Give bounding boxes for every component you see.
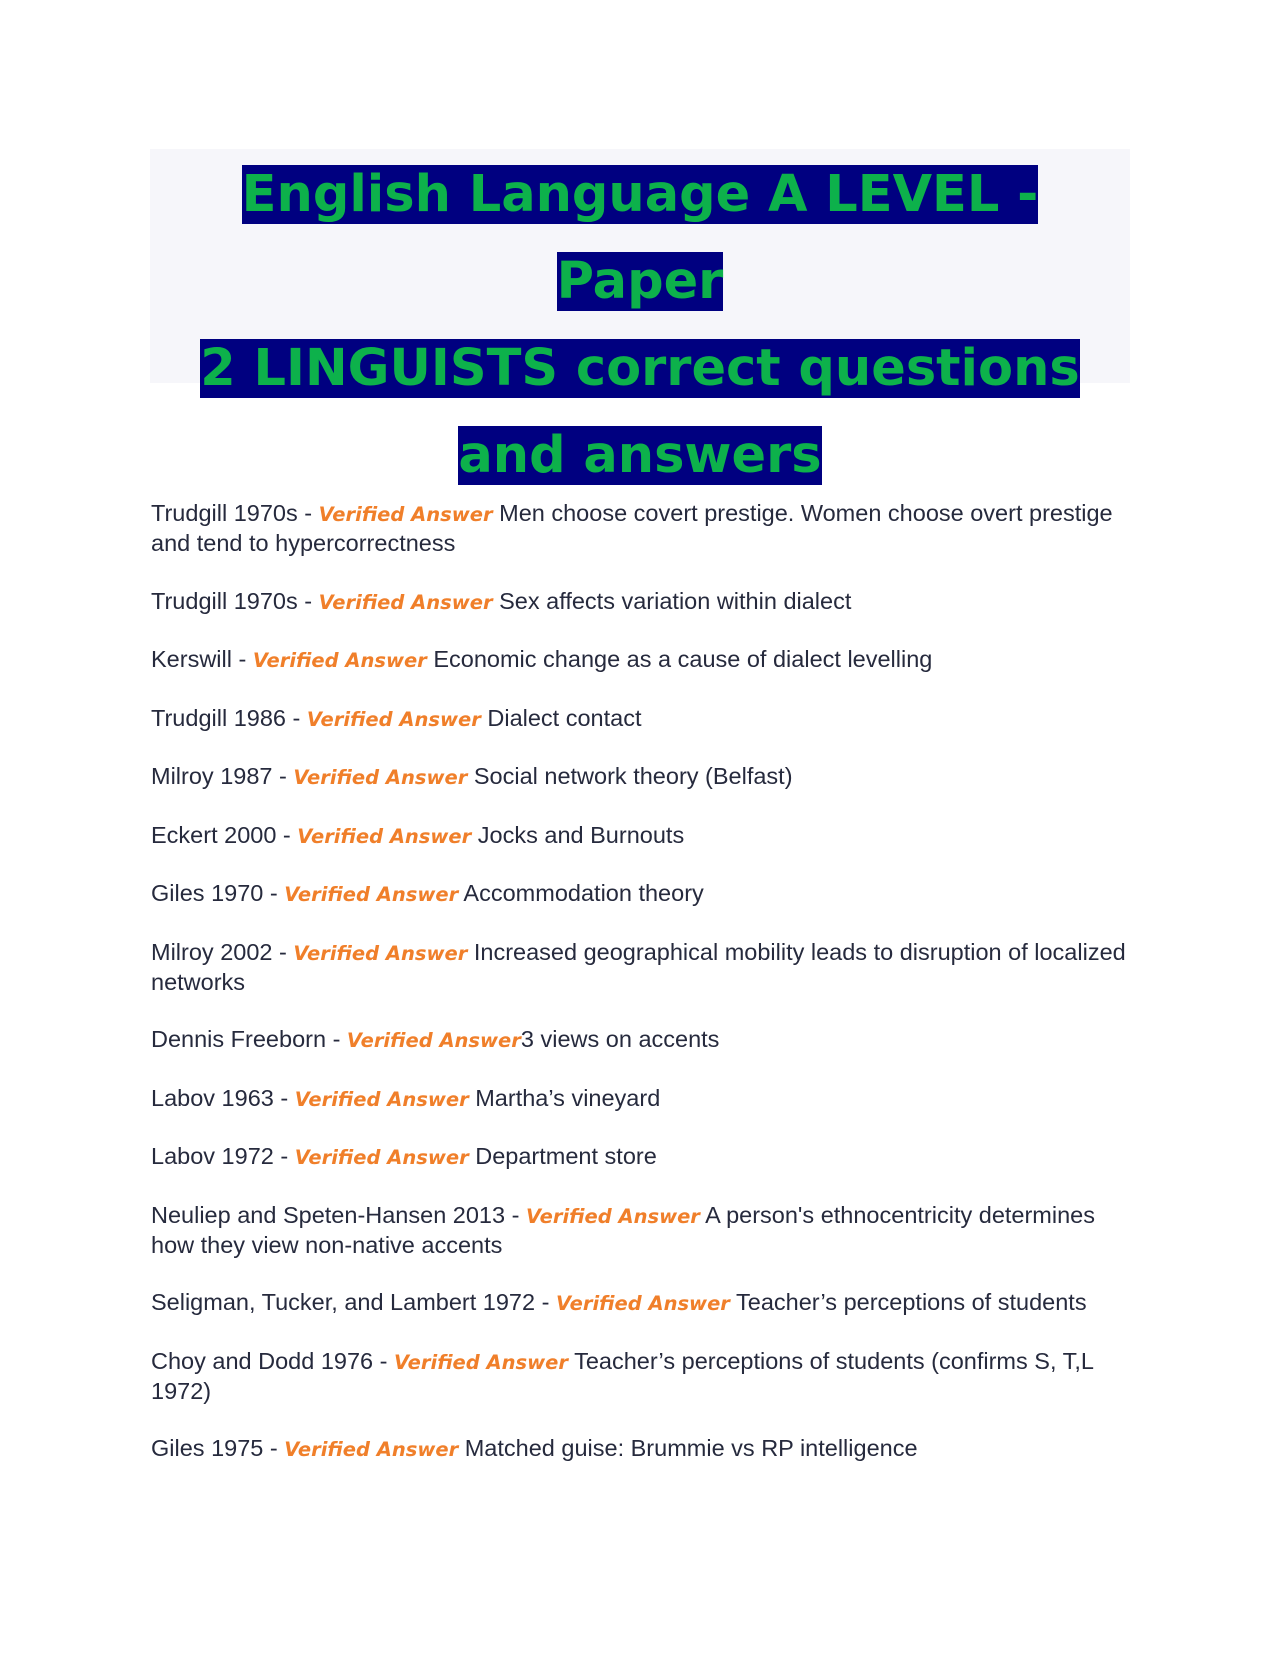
qa-term: Kerswill - [151, 646, 253, 672]
verified-answer-badge: Verified Answer [293, 766, 468, 789]
qa-answer: A person's ethnocentricity determines how they view non-native accents [151, 1201, 1095, 1258]
verified-answer-badge: Verified Answer [346, 1029, 521, 1052]
verified-answer-badge: Verified Answer [252, 649, 427, 672]
qa-term: Trudgill 1986 - [151, 704, 307, 731]
verified-answer-badge: Verified Answer [306, 707, 481, 731]
qa-answer: Matched guise: Brummie vs RP intelligence [458, 1435, 918, 1461]
qa-answer: Men choose covert prestige. Women choose overt prestige and tend to hypercorrectness [151, 500, 1113, 556]
qa-item [151, 938, 1131, 997]
qa-answer: Economic change as a cause of dialect levelling [426, 646, 933, 672]
qa-item [151, 1347, 1131, 1406]
qa-term: Giles 1975 - [151, 1435, 285, 1461]
qa-item [151, 1288, 1131, 1318]
qa-item [151, 645, 1131, 675]
qa-item [151, 499, 1131, 558]
qa-term: Giles 1970 - [151, 880, 285, 906]
qa-term: Milroy 1987 - [151, 763, 294, 789]
verified-answer-badge: Verified Answer [284, 883, 459, 906]
qa-list [151, 499, 1131, 1493]
qa-answer: 3 views on accents [520, 1026, 720, 1052]
qa-answer: Increased geographical mobility leads to disruption of localized networks [151, 938, 1126, 995]
qa-item [151, 821, 1131, 851]
qa-item [151, 704, 1131, 734]
qa-item [151, 762, 1131, 792]
qa-term: Dennis Freeborn - [151, 1026, 347, 1052]
qa-answer: Jocks and Burnouts [471, 821, 685, 848]
qa-answer: Martha’s vineyard [468, 1084, 661, 1111]
verified-answer-badge: Verified Answer [318, 590, 493, 614]
qa-term: Labov 1972 - [151, 1143, 295, 1169]
title-line-3: and answers [458, 426, 822, 485]
title-banner [150, 149, 1130, 485]
verified-answer-badge: Verified Answer [284, 1438, 459, 1461]
document-title [150, 149, 1130, 499]
qa-term: Seligman, Tucker, and Lambert 1972 - [151, 1289, 556, 1315]
qa-term: Trudgill 1970s - [151, 587, 319, 614]
qa-term: Labov 1963 - [151, 1084, 295, 1111]
title-line-1: English Language A LEVEL - Paper [241, 165, 1039, 311]
qa-item [151, 1434, 1131, 1464]
verified-answer-badge: Verified Answer [318, 503, 493, 526]
verified-answer-badge: Verified Answer [394, 1350, 568, 1374]
qa-term: Choy and Dodd 1976 - [151, 1347, 394, 1374]
qa-term: Trudgill 1970s - [151, 500, 319, 526]
qa-answer: Teacher’s perceptions of students (confirms S, T,L 1972) [151, 1347, 1094, 1404]
qa-answer: Sex affects variation within dialect [492, 587, 852, 614]
qa-item [151, 879, 1131, 909]
qa-item [151, 587, 1131, 617]
verified-answer-badge: Verified Answer [293, 941, 468, 965]
qa-term: Milroy 2002 - [151, 938, 294, 965]
qa-answer: Social network theory (Belfast) [467, 763, 793, 789]
verified-answer-badge: Verified Answer [297, 824, 472, 848]
qa-item [151, 1025, 1131, 1055]
qa-item [151, 1142, 1131, 1172]
qa-answer: Teacher’s perceptions of students [729, 1289, 1087, 1315]
verified-answer-badge: Verified Answer [555, 1292, 730, 1315]
qa-item [151, 1084, 1131, 1114]
qa-term: Neuliep and Speten-Hansen 2013 - [151, 1201, 526, 1228]
qa-term: Eckert 2000 - [151, 821, 298, 848]
qa-answer: Department store [468, 1143, 657, 1169]
verified-answer-badge: Verified Answer [294, 1146, 469, 1169]
qa-item [151, 1201, 1131, 1260]
title-line-2: 2 LINGUISTS correct questions [200, 339, 1080, 398]
qa-answer: Dialect contact [480, 704, 642, 731]
verified-answer-badge: Verified Answer [525, 1204, 700, 1228]
verified-answer-badge: Verified Answer [294, 1087, 469, 1111]
qa-answer: Accommodation theory [458, 880, 704, 906]
